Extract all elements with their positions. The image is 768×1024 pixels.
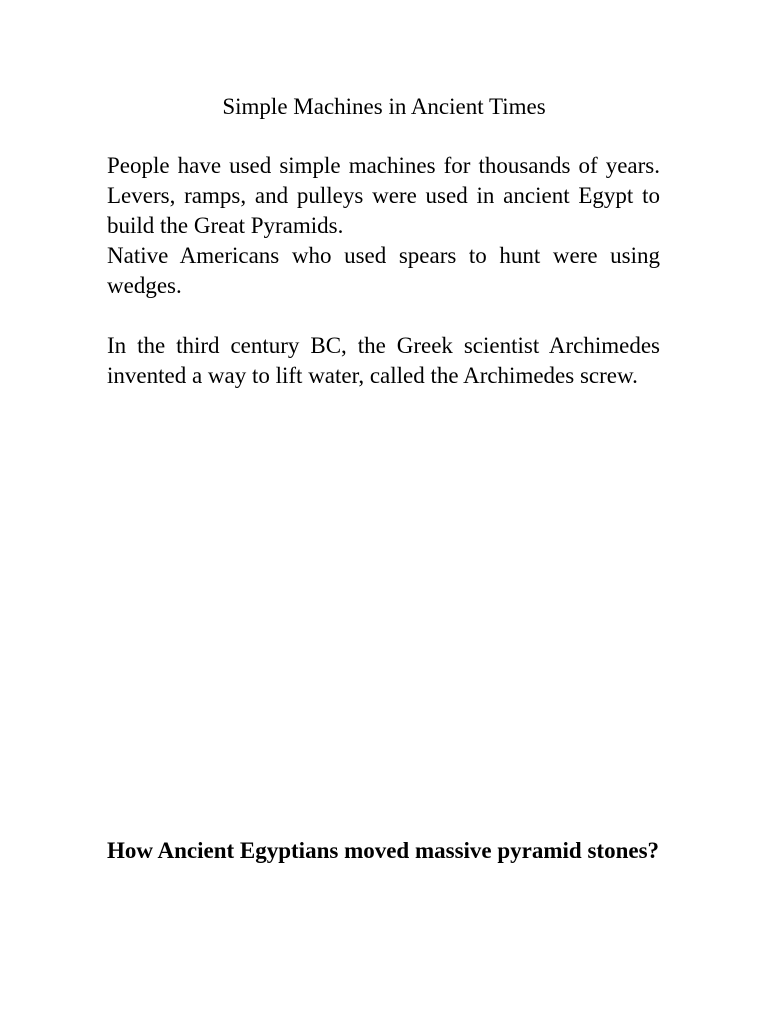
intro-section <box>107 151 660 301</box>
page-title: Simple Machines in Ancient Times <box>222 94 546 119</box>
archimedes-section <box>107 331 660 391</box>
question-heading: How Ancient Egyptians moved massive pyramid stones? <box>107 838 660 863</box>
paragraph-native-americans: Native Americans who used spears to hunt were using wedges. <box>107 243 660 298</box>
paragraph-simple-machines: People have used simple machines for thousands of years. Levers, ramps, and pulleys were used in ancient Egypt to build the Great Pyramids. <box>107 153 660 238</box>
paragraph-archimedes: In the third century BC, the Greek scientist Archimedes invented a way to lift water, called the Archimedes screw. <box>107 333 660 388</box>
